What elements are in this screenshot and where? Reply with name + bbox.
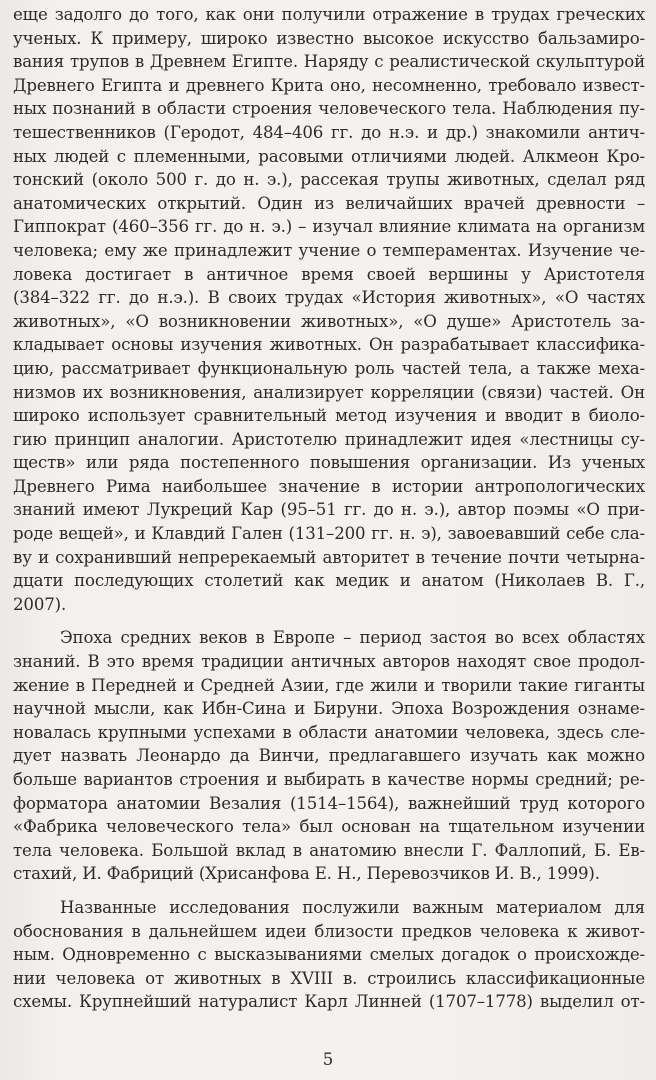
text-line: широко использует сравнительный метод изучения и вводит в биоло- — [13, 406, 645, 426]
text-line: тонский (около 500 г. до н. э.), рассекая трупы животных, сделал ряд — [13, 170, 645, 190]
text-line: ловека достигает в античное время своей вершины у Аристотеля — [13, 264, 645, 284]
paragraph — [13, 3, 645, 616]
text-line: ных людей с племенными, расовыми отличиями людей. Алкмеон Кро- — [13, 146, 645, 166]
text-line: 2007). — [13, 594, 67, 614]
paragraph — [13, 896, 645, 1014]
text-line: ных познаний в области строения человеческого тела. Наблюдения пу- — [13, 99, 645, 119]
text-line: гию принцип аналогии. Аристотелю принадлежит идея «лестницы су- — [13, 429, 645, 449]
text-line: роде вещей», и Клавдий Гален (131–200 гг. н. э), завоевавший себе сла- — [13, 524, 645, 544]
text-line: Древнего Рима наибольшее значение в истории антропологических — [13, 476, 645, 496]
text-line: человека; ему же принадлежит учение о темпераментах. Изучение че- — [13, 240, 645, 260]
text-line: ву и сохранивший непререкаемый авторитет в течение почти четырна- — [13, 547, 645, 567]
text-line: ученых. К примеру, широко известно высокое искусство бальзамиро- — [13, 28, 645, 48]
paragraph-gap — [13, 886, 645, 896]
text-line: низмов их возникновения, анализирует корреляции (связи) частей. Он — [13, 382, 645, 402]
text-line: новалась крупными успехами в области анатомии человека, здесь сле- — [13, 722, 645, 742]
text-line: больше вариантов строения и выбирать в качестве нормы средний; ре- — [13, 770, 645, 789]
text-line: Эпоха средних веков в Европе – период застоя во всех областях — [60, 628, 645, 648]
text-line: «Фабрика человеческого тела» был основан на тщательном изучении — [13, 817, 645, 837]
text-line: Названные исследования послужили важным материалом для — [60, 897, 645, 917]
text-line: Древнего Египта и древнего Крита оно, несомненно, требовало извест- — [13, 75, 645, 95]
text-line: вания трупов в Древнем Египте. Наряду с реалистической скульптурой — [13, 52, 645, 72]
text-line: (384–322 гг. до н.э.). В своих трудах «История животных», «О частях — [13, 288, 645, 308]
text-line: кладывает основы изучения животных. Он разрабатывает классифика- — [13, 335, 645, 355]
text-line: форматора анатомии Везалия (1514–1564), важнейший труд которого — [13, 793, 645, 813]
text-line: животных», «О возникновении животных», «О душе» Аристотель за- — [13, 311, 645, 331]
page-number: 5 — [322, 1050, 334, 1069]
text-line: схемы. Крупнейший натуралист Карл Линней (1707–1778) выделил от- — [13, 992, 645, 1012]
text-line: знаний имеют Лукреций Кар (95–51 гг. до н. э.), автор поэмы «О при- — [13, 500, 645, 520]
text-line: жение в Передней и Средней Азии, где жили и творили такие гиганты — [13, 675, 645, 695]
text-line: цию, рассматривает функциональную роль частей тела, а также меха- — [13, 358, 645, 378]
body-text — [13, 3, 645, 1014]
text-line: научной мысли, как Ибн-Сина и Бируни. Эпоха Возрождения ознаме- — [13, 699, 645, 719]
text-line: ществ» или ряда постепенного повышения организации. Из ученых — [13, 453, 645, 473]
text-line: дцати последующих столетий как медик и анатом (Николаев В. Г., — [13, 571, 645, 591]
text-line: ным. Одновременно с высказываниями смелых догадок о происхожде- — [13, 945, 645, 965]
text-line: тела человека. Большой вклад в анатомию внесли Г. Фаллопий, Б. Ев- — [13, 840, 645, 860]
text-line: дует назвать Леонардо да Винчи, предлагавшего изучать как можно — [13, 746, 645, 766]
text-line: анатомических открытий. Один из величайших врачей древности – — [13, 193, 645, 213]
text-line: обоснования в дальнейшем идеи близости предков человека к живот- — [13, 921, 645, 941]
text-line: еще задолго до того, как они получили отражение в трудах греческих — [13, 5, 645, 24]
text-line: тешественников (Геродот, 484–406 гг. до н.э. и др.) знакомили антич- — [13, 122, 645, 142]
paragraph-gap — [13, 616, 645, 626]
text-line: знаний. В это время традиции античных авторов находят свое продол- — [13, 652, 645, 672]
text-line: стахий, И. Фабриций (Хрисанфова Е. Н., Перевозчиков И. В., 1999). — [13, 864, 600, 884]
paragraph — [13, 626, 645, 886]
text-line: нии человека от животных в XVIII в. строились классификационные — [13, 968, 645, 988]
text-line: Гиппократ (460–356 гг. до н. э.) – изучал влияние климата на организм — [13, 217, 645, 237]
